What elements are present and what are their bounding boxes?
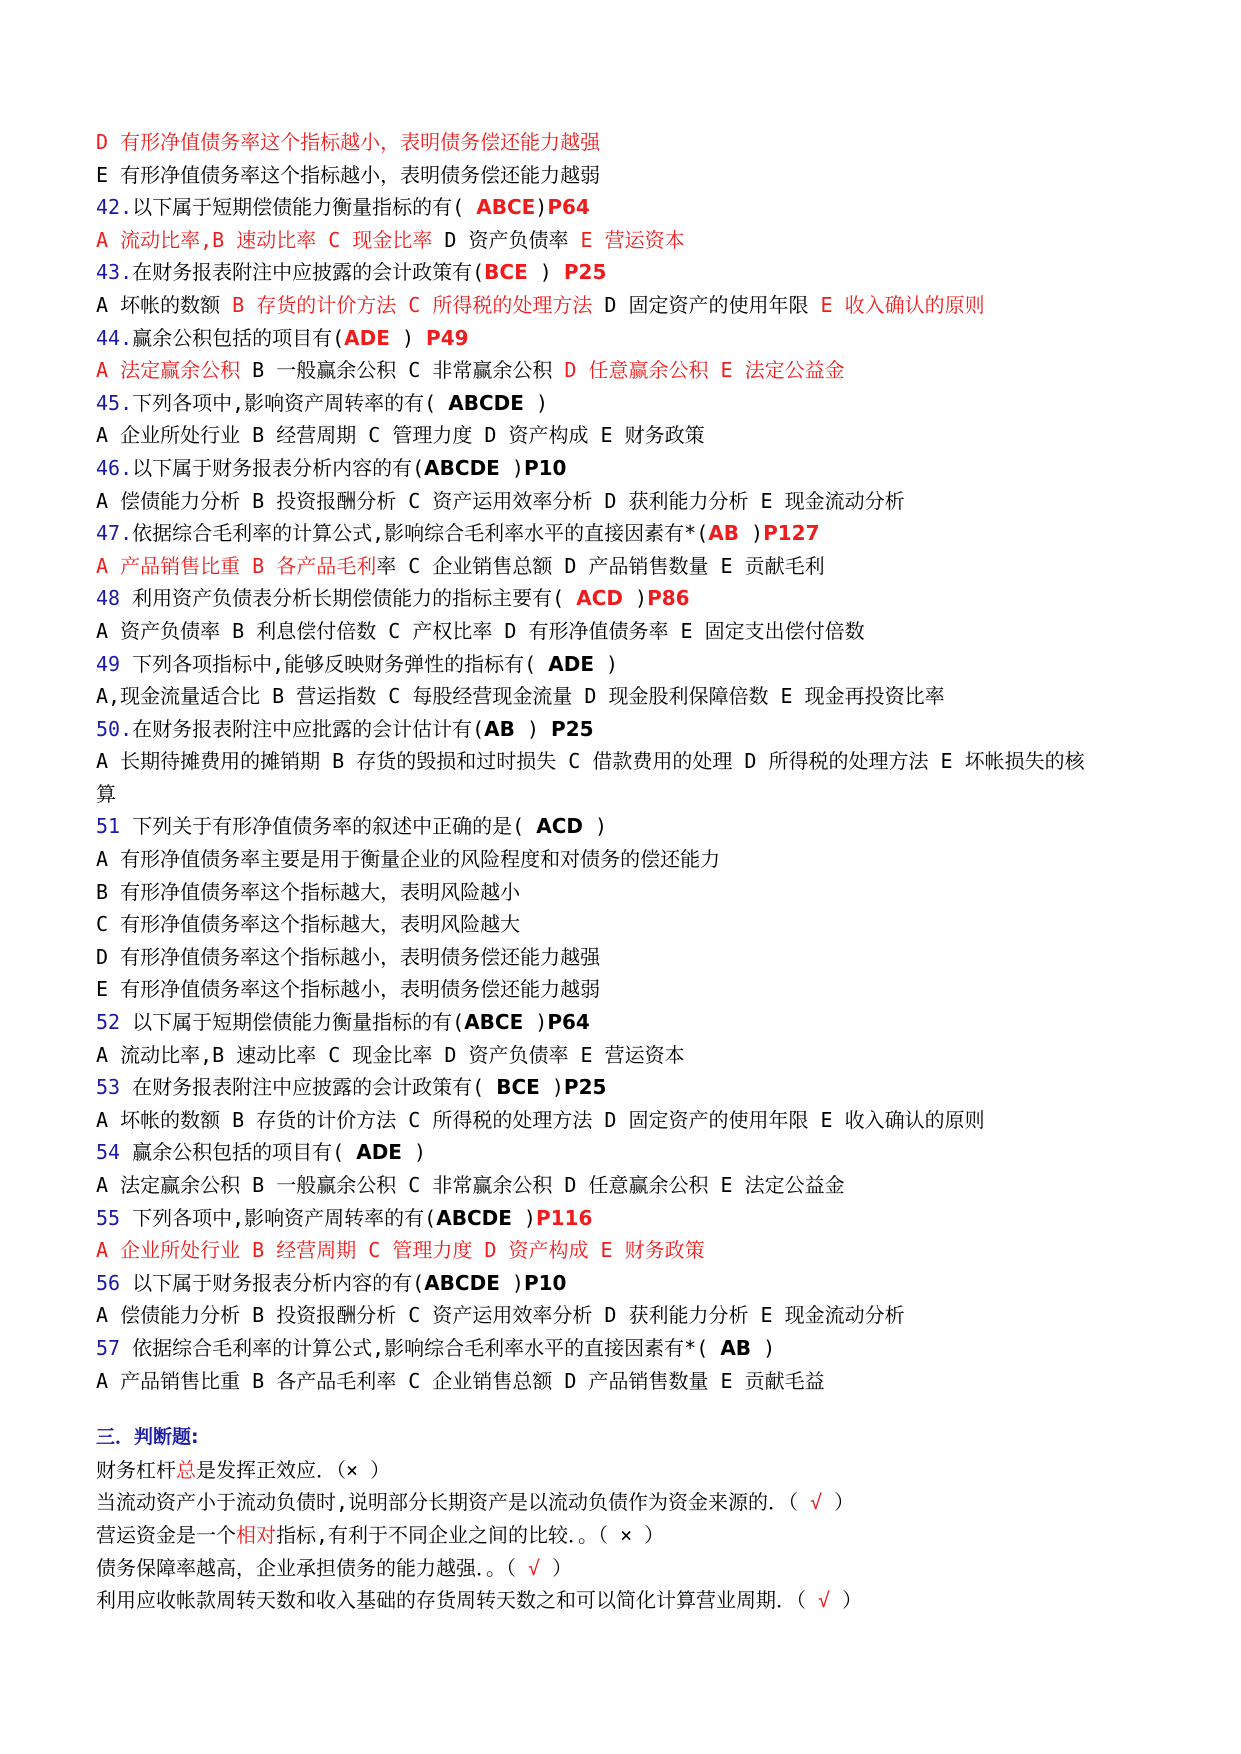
text-segment: 52 (96, 1010, 121, 1035)
text-segment: 50. (96, 716, 133, 741)
text-segment: 依据综合毛利率的计算公式,影响综合毛利率水平的直接因素有*( (132, 521, 709, 546)
text-segment: ) (535, 195, 548, 220)
text-segment: 49 (96, 651, 121, 676)
text-segment: 营运资金是一个 (96, 1522, 236, 1547)
text-segment: ACD (536, 814, 583, 839)
text-line (96, 1267, 1156, 1300)
text-segment: A 坏帐的数额 (96, 292, 233, 317)
text-segment: 率 C 企业销售总额 D 产品销售数量 E 贡献毛利 (376, 553, 825, 578)
text-segment: A 企业所处行业 B 经营周期 C 管理力度 D 资产构成 E 财务政策 (96, 423, 705, 448)
text-segment: 53 (96, 1075, 121, 1100)
text-segment: 下列关于有形净值债务率的叙述中正确的是( (120, 814, 537, 839)
text-line (96, 941, 1156, 974)
text-line (96, 1365, 1156, 1398)
text-line (96, 778, 1156, 811)
text-line (96, 1584, 1156, 1617)
text-segment: B 有形净值债务率这个指标越大，表明风险越小 (96, 879, 521, 904)
text-line (96, 1039, 1156, 1072)
text-segment: √ (810, 1490, 823, 1515)
text-line (96, 1071, 1156, 1104)
text-segment: 利用应收帐款周转天数和收入基础的存货周转天数之和可以简化计算营业周期．（ (96, 1588, 819, 1613)
text-line (96, 1421, 1156, 1454)
text-segment: 56 (96, 1270, 121, 1295)
text-segment: ) (751, 1335, 776, 1360)
text-line (96, 1299, 1156, 1332)
text-segment: ABCDE (436, 1205, 512, 1230)
text-segment: A 有形净值债务率主要是用于衡量企业的风险程度和对债务的偿还能力 (96, 847, 721, 872)
text-line (96, 1202, 1156, 1235)
text-segment: ) (401, 1140, 427, 1165)
text-segment: 55 (96, 1205, 121, 1230)
text-segment: A 资产负债率 B 利息偿付倍数 C 产权比率 D 有形净值债务率 E 固定支出偿付倍数 (96, 618, 865, 643)
text-segment: P25 (551, 716, 594, 741)
text-line (96, 908, 1156, 941)
text-segment: ) (539, 1075, 564, 1100)
text-line (96, 452, 1156, 485)
text-segment: C 有形净值债务率这个指标越大，表明风险越大 (96, 912, 521, 937)
text-segment: AB (708, 521, 739, 546)
text-line (96, 1006, 1156, 1039)
text-segment: ) (594, 651, 619, 676)
text-segment: 依据综合毛利率的计算公式,影响综合毛利率水平的直接因素有*( (120, 1335, 721, 1360)
text-segment: 42. (96, 195, 133, 220)
text-segment: E 营运资本 (580, 227, 685, 252)
text-segment: ADE (548, 651, 595, 676)
text-line (96, 550, 1156, 583)
text-line (96, 256, 1156, 289)
text-segment: 54 (96, 1140, 121, 1165)
text-segment: BCE (496, 1075, 540, 1100)
text-segment: 债务保障率越高，企业承担债务的能力越强．。（ (96, 1555, 529, 1580)
text-segment: ) (499, 1270, 524, 1295)
text-segment: ACD (576, 586, 623, 611)
text-line (96, 517, 1156, 550)
text-segment: ） (540, 1555, 573, 1580)
text-segment: P25 (563, 260, 607, 285)
text-line (96, 843, 1156, 876)
text-segment: ) (738, 521, 764, 546)
text-segment: A 流动比率,B 速动比率 C 现金比率 D 资产负债率 E 营运资本 (96, 1042, 685, 1067)
text-segment: ABCE (476, 195, 536, 220)
text-segment: ) (514, 716, 552, 741)
text-line (96, 419, 1156, 452)
text-segment: 48 (96, 586, 121, 611)
text-segment: 算 (96, 781, 116, 806)
text-segment: AB (720, 1335, 752, 1360)
text-segment: E 有形净值债务率这个指标越小，表明债务偿还能力越弱 (96, 162, 601, 187)
text-segment: ABCDE (448, 390, 524, 415)
text-segment: ABCDE (424, 455, 500, 480)
text-segment: 赢余公积包括的项目有( (132, 325, 345, 350)
text-segment: E 有形净值债务率这个指标越小，表明债务偿还能力越弱 (96, 977, 601, 1002)
text-segment: D 任意赢余公积 E 法定公益金 (564, 358, 845, 383)
text-segment: P64 (547, 195, 590, 220)
text-segment: 财务杠杆 (96, 1457, 176, 1482)
text-segment: 在财务报表附注中应批露的会计估计有( (132, 716, 485, 741)
text-segment: 以下属于财务报表分析内容的有( (120, 1270, 425, 1295)
text-segment: 43. (96, 260, 133, 285)
text-line (96, 1169, 1156, 1202)
text-segment: P49 (426, 325, 469, 350)
text-segment: A 产品销售比重 B 各产品毛利率 C 企业销售总额 D 产品销售数量 E 贡献毛益 (96, 1368, 825, 1393)
text-segment: A,现金流量适合比 B 营运指数 C 每股经营现金流量 D 现金股利保障倍数 E 现金再投资比率 (96, 684, 945, 709)
text-segment: 47. (96, 521, 133, 546)
text-segment: 下列各项中,影响资产周转率的有( (120, 1205, 437, 1230)
text-line (96, 1136, 1156, 1169)
text-segment: A 企业所处行业 B 经营周期 C 管理力度 D 资产构成 E 财务政策 (96, 1238, 705, 1263)
document-body (96, 126, 1156, 1617)
text-segment: D 有形净值债务率这个指标越小，表明债务偿还能力越强 (96, 130, 601, 154)
text-segment: ) (582, 814, 608, 839)
text-segment: 在财务报表附注中应披露的会计政策有( (132, 260, 485, 285)
text-line (96, 289, 1156, 322)
text-line (96, 648, 1156, 681)
text-line (96, 1397, 1156, 1421)
text-segment: √ (818, 1588, 831, 1613)
text-line (96, 485, 1156, 518)
text-segment: 45. (96, 390, 133, 415)
text-segment: ABCE (464, 1010, 524, 1035)
text-line (96, 191, 1156, 224)
text-segment: D 有形净值债务率这个指标越小，表明债务偿还能力越强 (96, 944, 601, 969)
text-segment: A 坏帐的数额 B 存货的计价方法 C 所得税的处理方法 D 固定资产的使用年限 E 收入确认的原则 (96, 1107, 985, 1132)
text-segment: P127 (763, 521, 820, 546)
text-segment: 指标,有利于不同企业之间的比较．。（ × ） (276, 1522, 665, 1547)
text-line (96, 1486, 1156, 1519)
text-segment: D 资产负债率 (432, 227, 581, 252)
text-line (96, 322, 1156, 355)
text-segment: 以下属于财务报表分析内容的有( (132, 455, 425, 480)
text-segment: ） (822, 1490, 855, 1515)
text-segment: A 法定赢余公积 (96, 358, 241, 383)
text-segment: 三．判断题: (96, 1426, 199, 1449)
text-segment: 51 (96, 814, 121, 839)
text-segment: A 长期待摊费用的摊销期 B 存货的毁损和过时损失 C 借款费用的处理 D 所得税的处理方法 E 坏帐损失的核 (96, 749, 1085, 774)
text-segment: B 一般赢余公积 C 非常赢余公积 (240, 358, 565, 383)
text-segment: ) (622, 586, 648, 611)
text-segment: 46. (96, 455, 133, 480)
text-segment: 下列各项指标中,能够反映财务弹性的指标有( (120, 651, 549, 676)
text-segment: ABCDE (424, 1270, 500, 1295)
text-segment: 下列各项中,影响资产周转率的有( (132, 390, 449, 415)
text-line (96, 1519, 1156, 1552)
text-segment: 以下属于短期偿债能力衡量指标的有( (120, 1010, 465, 1035)
text-segment: P10 (523, 1270, 567, 1295)
text-segment: 相对 (236, 1522, 276, 1547)
text-segment: 是发挥正效应．（× ） (196, 1457, 391, 1482)
text-segment: BCE (484, 260, 528, 285)
text-line (96, 126, 1156, 159)
text-line (96, 1104, 1156, 1137)
text-segment: ) (527, 260, 564, 285)
text-segment: ) (523, 1010, 548, 1035)
text-segment: 在财务报表附注中应披露的会计政策有( (120, 1075, 497, 1100)
text-line (96, 745, 1156, 778)
text-line (96, 713, 1156, 746)
text-line (96, 680, 1156, 713)
text-line (96, 810, 1156, 843)
text-segment: A 偿债能力分析 B 投资报酬分析 C 资产运用效率分析 D 获利能力分析 E 现金流动分析 (96, 488, 905, 513)
text-line (96, 973, 1156, 1006)
text-segment: 以下属于短期偿债能力衡量指标的有( (132, 195, 477, 220)
text-segment: ) (389, 325, 427, 350)
text-segment: √ (528, 1555, 541, 1580)
text-line (96, 1454, 1156, 1487)
text-segment: P10 (523, 455, 567, 480)
text-line (96, 387, 1156, 420)
text-segment: ) (499, 455, 524, 480)
text-line (96, 1234, 1156, 1267)
text-segment: AB (484, 716, 515, 741)
text-segment: A 偿债能力分析 B 投资报酬分析 C 资产运用效率分析 D 获利能力分析 E 现金流动分析 (96, 1303, 905, 1328)
text-segment: 赢余公积包括的项目有( (120, 1140, 357, 1165)
text-segment: ADE (344, 325, 390, 350)
text-segment: B 存货的计价方法 C 所得税的处理方法 (232, 292, 593, 317)
text-segment: ) (511, 1205, 536, 1230)
text-segment: ） (830, 1588, 863, 1613)
text-segment: A 法定赢余公积 B 一般赢余公积 C 非常赢余公积 D 任意赢余公积 E 法定公益金 (96, 1173, 845, 1197)
text-segment: 当流动资产小于流动负债时,说明部分长期资产是以流动负债作为资金来源的．（ (96, 1490, 811, 1515)
text-line (96, 224, 1156, 257)
text-segment: D 固定资产的使用年限 (592, 292, 821, 317)
text-segment: P116 (535, 1205, 593, 1230)
text-segment: A 产品销售比重 B 各产品毛利 (96, 553, 377, 578)
text-line (96, 582, 1156, 615)
text-segment: 总 (176, 1457, 196, 1482)
text-line (96, 1552, 1156, 1585)
text-line (96, 159, 1156, 192)
text-line (96, 615, 1156, 648)
text-line (96, 1332, 1156, 1365)
text-line (96, 876, 1156, 909)
text-segment: A 流动比率,B 速动比率 C 现金比率 (96, 227, 433, 252)
text-segment: 57 (96, 1335, 121, 1360)
text-segment: P64 (547, 1010, 590, 1035)
text-line (96, 354, 1156, 387)
text-segment: ADE (356, 1140, 402, 1165)
text-segment: P25 (563, 1075, 607, 1100)
text-segment: E 收入确认的原则 (820, 292, 985, 317)
text-segment: P86 (647, 586, 690, 611)
text-segment: 利用资产负债表分析长期偿债能力的指标主要有( (120, 586, 577, 611)
text-segment: 44. (96, 325, 133, 350)
text-segment: ) (523, 390, 549, 415)
